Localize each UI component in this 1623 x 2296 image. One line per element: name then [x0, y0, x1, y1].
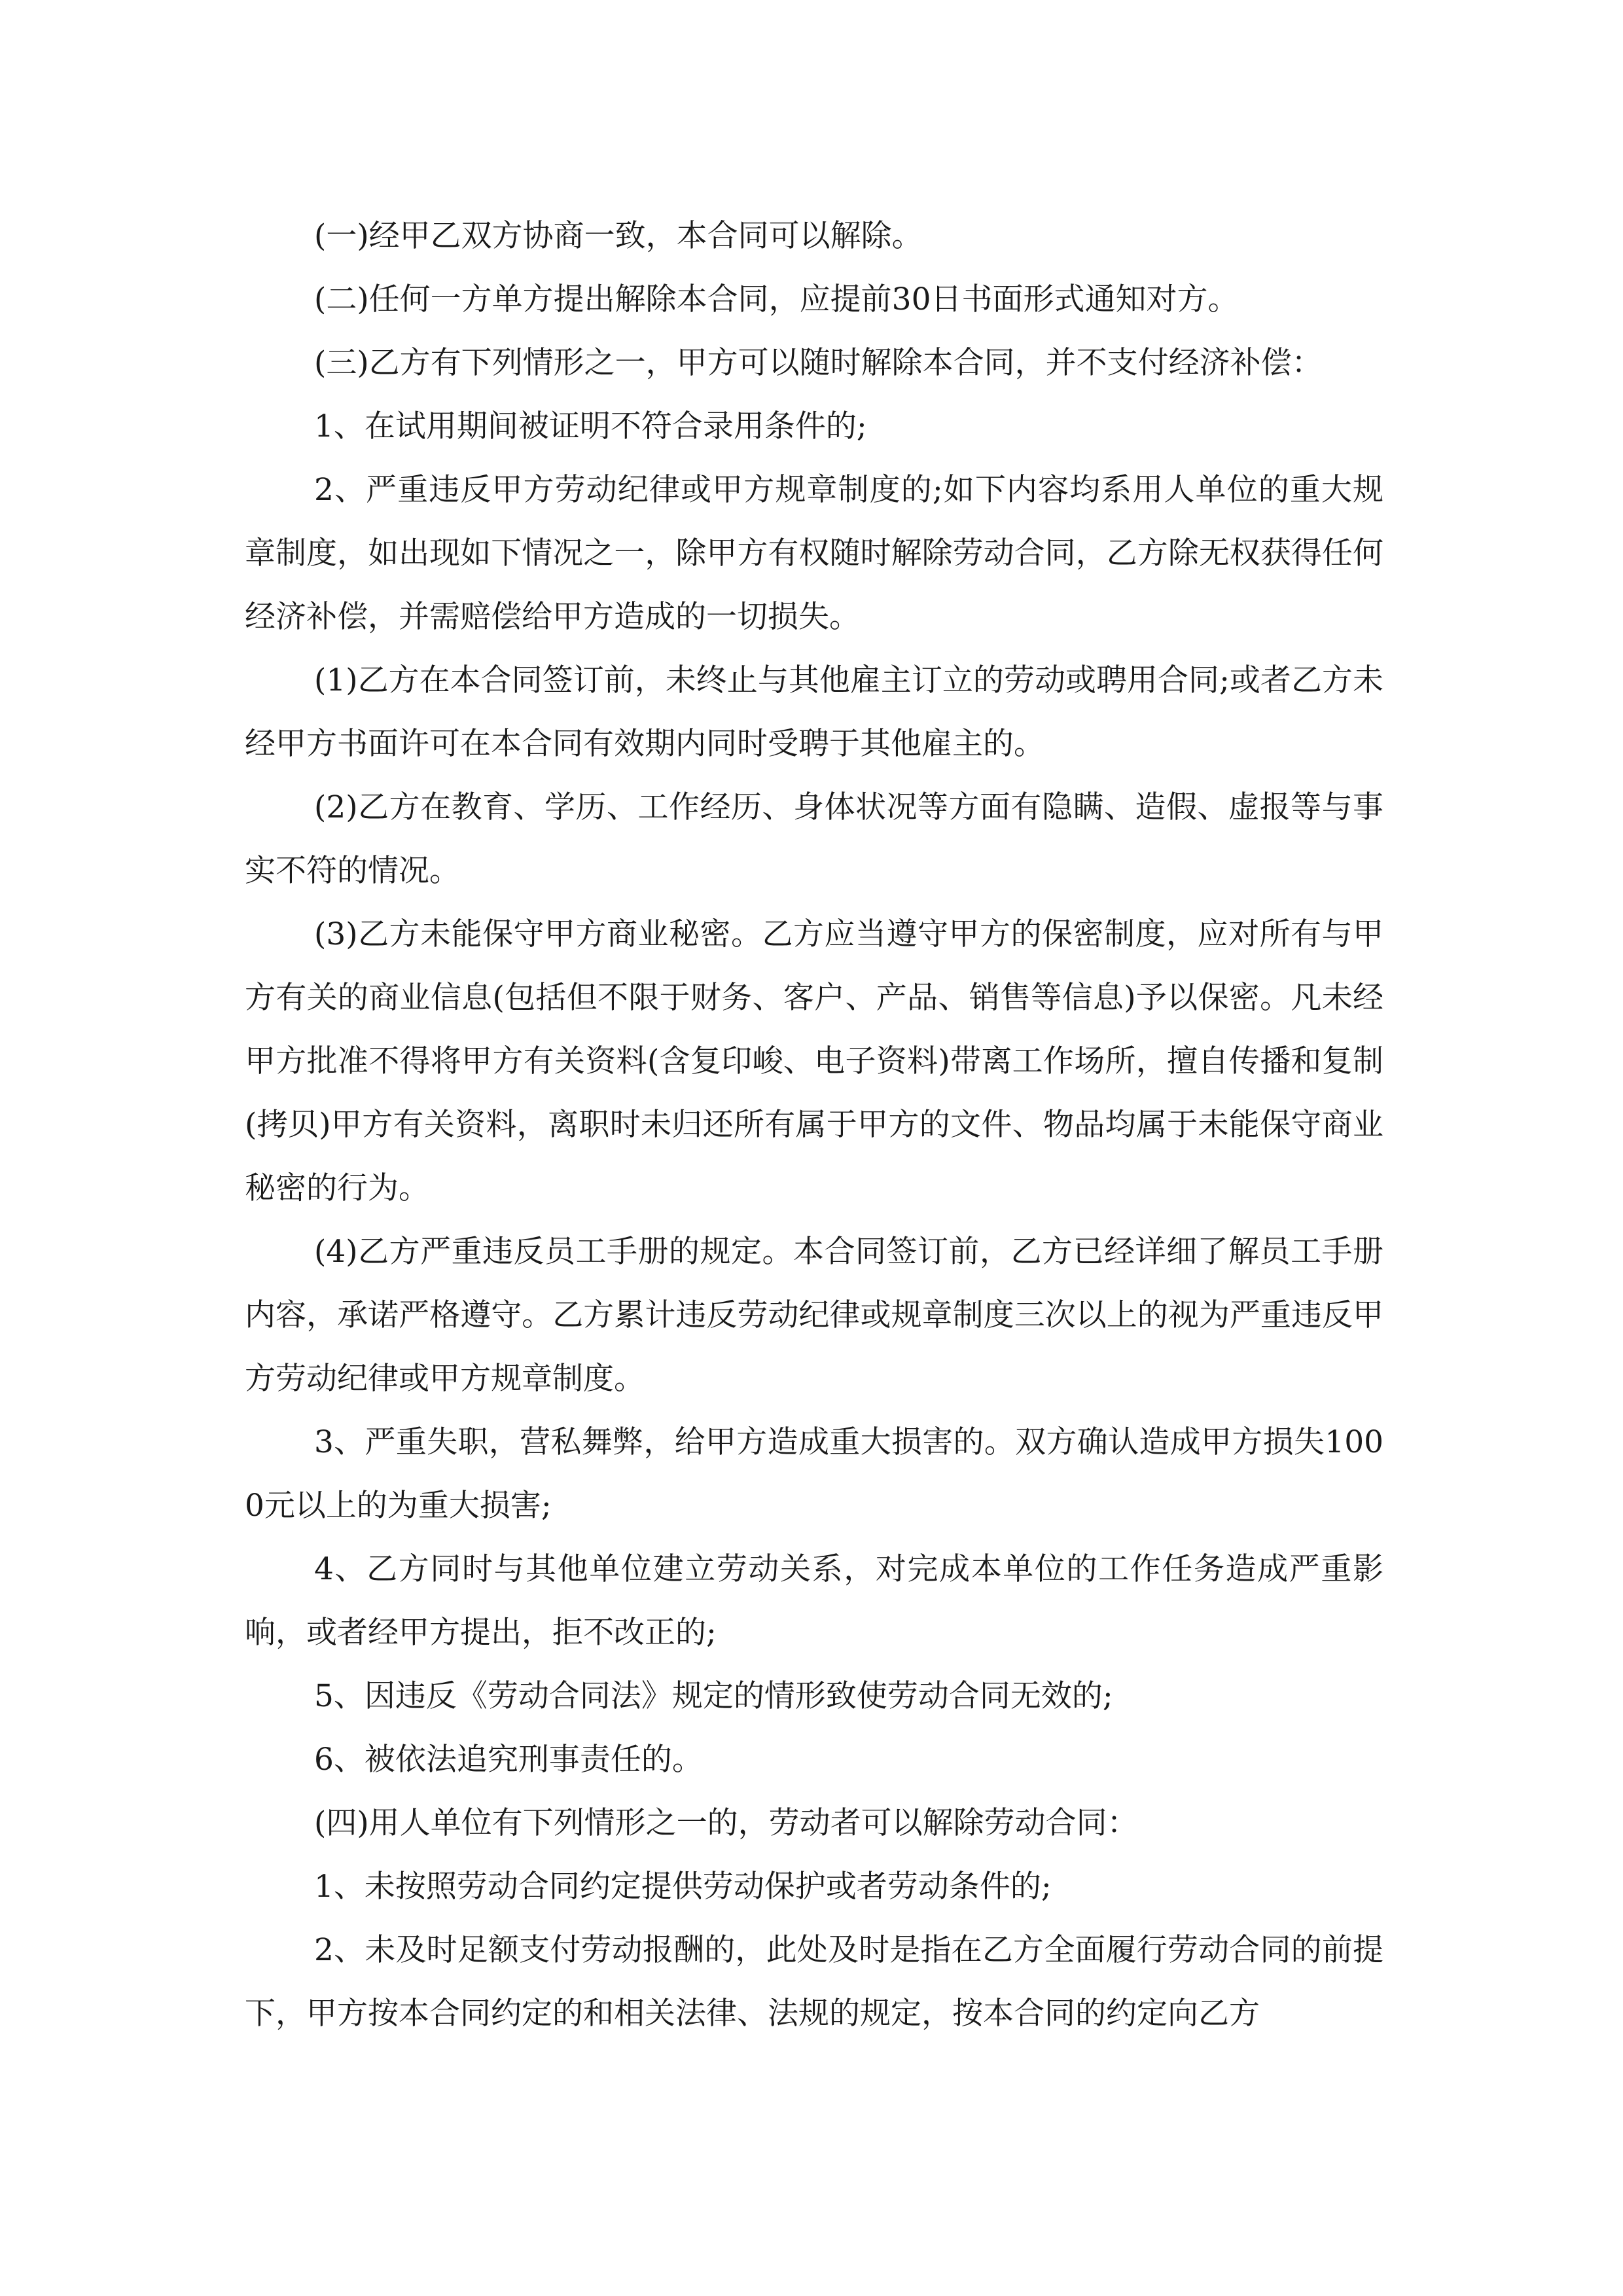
list-item: 6、被依法追究刑事责任的。 — [314, 1742, 703, 1778]
list-item: 1、在试用期间被证明不符合录用条件的; — [314, 408, 867, 444]
clause-mutual-termination: (一)经甲乙双方协商一致，本合同可以解除。 — [314, 218, 923, 254]
clause-employee-termination-heading: (四)用人单位有下列情形之一的，劳动者可以解除劳动合同： — [314, 1805, 1138, 1841]
sub-item: (1)乙方在本合同签订前，未终止与其他雇主订立的劳动或聘用合同;或者乙方未经甲方书面许可在本合同有效期内同时受聘于其他雇主的。 — [245, 662, 1383, 762]
sub-item: (2)乙方在教育、学历、工作经历、身体状况等方面有隐瞒、造假、虚报等与事实不符的情况。 — [245, 789, 1383, 889]
list-item: 1、未按照劳动合同约定提供劳动保护或者劳动条件的; — [314, 1869, 1052, 1905]
sub-item: (3)乙方未能保守甲方商业秘密。乙方应当遵守甲方的保密制度，应对所有与甲方有关的商业信息(包括但不限于财务、客户、产品、销售等信息)予以保密。凡未经甲方批准不得将甲方有关资料(含复印峻、电子资料)带离工作场所，擅自传播和复制(拷贝)甲方有关资料，离职时未归还所有属于甲方的文件、物品均属于未能保守商业秘密的行为。 — [245, 916, 1383, 1206]
list-item: 2、严重违反甲方劳动纪律或甲方规章制度的;如下内容均系用人单位的重大规章制度，如出现如下情况之一，除甲方有权随时解除劳动合同，乙方除无权获得任何经济补偿，并需赔偿给甲方造成的一切损失。 — [245, 472, 1383, 635]
sub-item: (4)乙方严重违反员工手册的规定。本合同签订前，乙方已经详细了解员工手册内容，承诺严格遵守。乙方累计违反劳动纪律或规章制度三次以上的视为严重违反甲方劳动纪律或甲方规章制度。 — [245, 1234, 1383, 1397]
list-item: 5、因违反《劳动合同法》规定的情形致使劳动合同无效的; — [314, 1678, 1113, 1714]
document-body — [245, 204, 1383, 2045]
list-item: 3、严重失职，营私舞弊，给甲方造成重大损害的。双方确认造成甲方损失1000元以上的为重大损害; — [245, 1424, 1383, 1524]
list-item: 2、未及时足额支付劳动报酬的，此处及时是指在乙方全面履行劳动合同的前提下，甲方按本合同约定的和相关法律、法规的规定，按本合同的约定向乙方 — [245, 1932, 1383, 2032]
list-item: 4、乙方同时与其他单位建立劳动关系，对完成本单位的工作任务造成严重影响，或者经甲方提出，拒不改正的; — [245, 1551, 1383, 1651]
clause-employer-termination-heading: (三)乙方有下列情形之一，甲方可以随时解除本合同，并不支付经济补偿： — [314, 345, 1323, 381]
clause-unilateral-notice: (二)任何一方单方提出解除本合同，应提前30日书面形式通知对方。 — [314, 281, 1239, 317]
